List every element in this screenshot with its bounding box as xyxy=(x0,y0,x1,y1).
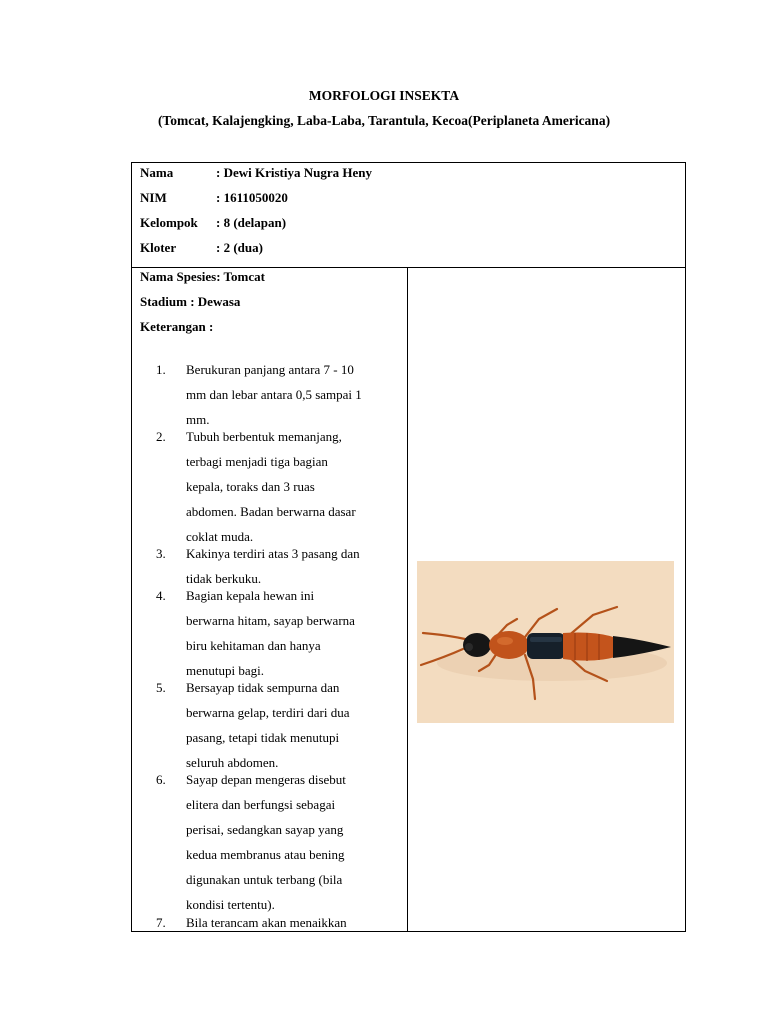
info-row-kloter xyxy=(140,240,263,256)
list-number: 4. xyxy=(156,588,166,603)
list-text: Berukuran panjang antara 7 - 10 mm dan lebar antara 0,5 sampai 1 mm. xyxy=(186,362,362,427)
list-number: 1. xyxy=(156,362,166,377)
student-info-box xyxy=(131,162,686,268)
list-number: 7. xyxy=(156,915,166,930)
info-row-kelompok xyxy=(140,215,286,231)
stadium: Stadium : Dewasa xyxy=(140,294,241,309)
info-row-nim xyxy=(140,190,288,206)
document-subtitle: (Tomcat, Kalajengking, Laba-Laba, Tarantula, Kecoa(Periplaneta Americana) xyxy=(157,113,611,128)
list-number: 5. xyxy=(156,680,166,695)
info-label: Kelompok xyxy=(140,215,198,230)
info-row-nama xyxy=(140,165,372,181)
list-number: 6. xyxy=(156,772,166,787)
list-text: Sayap depan mengeras disebut elitera dan berfungsi sebagai perisai, sedangkan sayap yang kedua membranus atau bening digunakan untuk terbang (bila kondisi tertentu). xyxy=(186,772,346,912)
list-number: 3. xyxy=(156,546,166,561)
list-number: 2. xyxy=(156,429,166,444)
info-label: Nama xyxy=(140,165,174,180)
info-value: : 1611050020 xyxy=(216,190,288,205)
keterangan-heading: Keterangan : xyxy=(140,319,214,334)
species-name: Nama Spesies: Tomcat xyxy=(140,269,265,284)
list-text: Tubuh berbentuk memanjang, terbagi menjadi tiga bagian kepala, toraks dan 3 ruas abdomen. Badan berwarna dasar coklat muda. xyxy=(186,429,356,544)
info-value: : 8 (delapan) xyxy=(216,215,287,230)
info-value: : Dewi Kristiya Nugra Heny xyxy=(216,165,372,180)
description-cell xyxy=(131,267,408,932)
info-label: NIM xyxy=(140,190,167,205)
tomcat-beetle-icon xyxy=(417,561,674,723)
info-value: : 2 (dua) xyxy=(216,240,263,255)
list-text: Bersayap tidak sempurna dan berwarna gelap, terdiri dari dua pasang, tetapi tidak menutupi seluruh abdomen. xyxy=(186,680,350,770)
list-text: Kakinya terdiri atas 3 pasang dan tidak berkuku. xyxy=(186,546,360,586)
document-title: MORFOLOGI INSEKTA xyxy=(308,88,460,103)
list-text: Bagian kepala hewan ini berwarna hitam, sayap berwarna biru kehitaman dan hanya menutupi bagi. xyxy=(186,588,355,678)
tomcat-beetle-photo xyxy=(417,561,674,723)
info-label: Kloter xyxy=(140,240,177,255)
list-text: Bila terancam akan menaikkan xyxy=(186,915,347,930)
